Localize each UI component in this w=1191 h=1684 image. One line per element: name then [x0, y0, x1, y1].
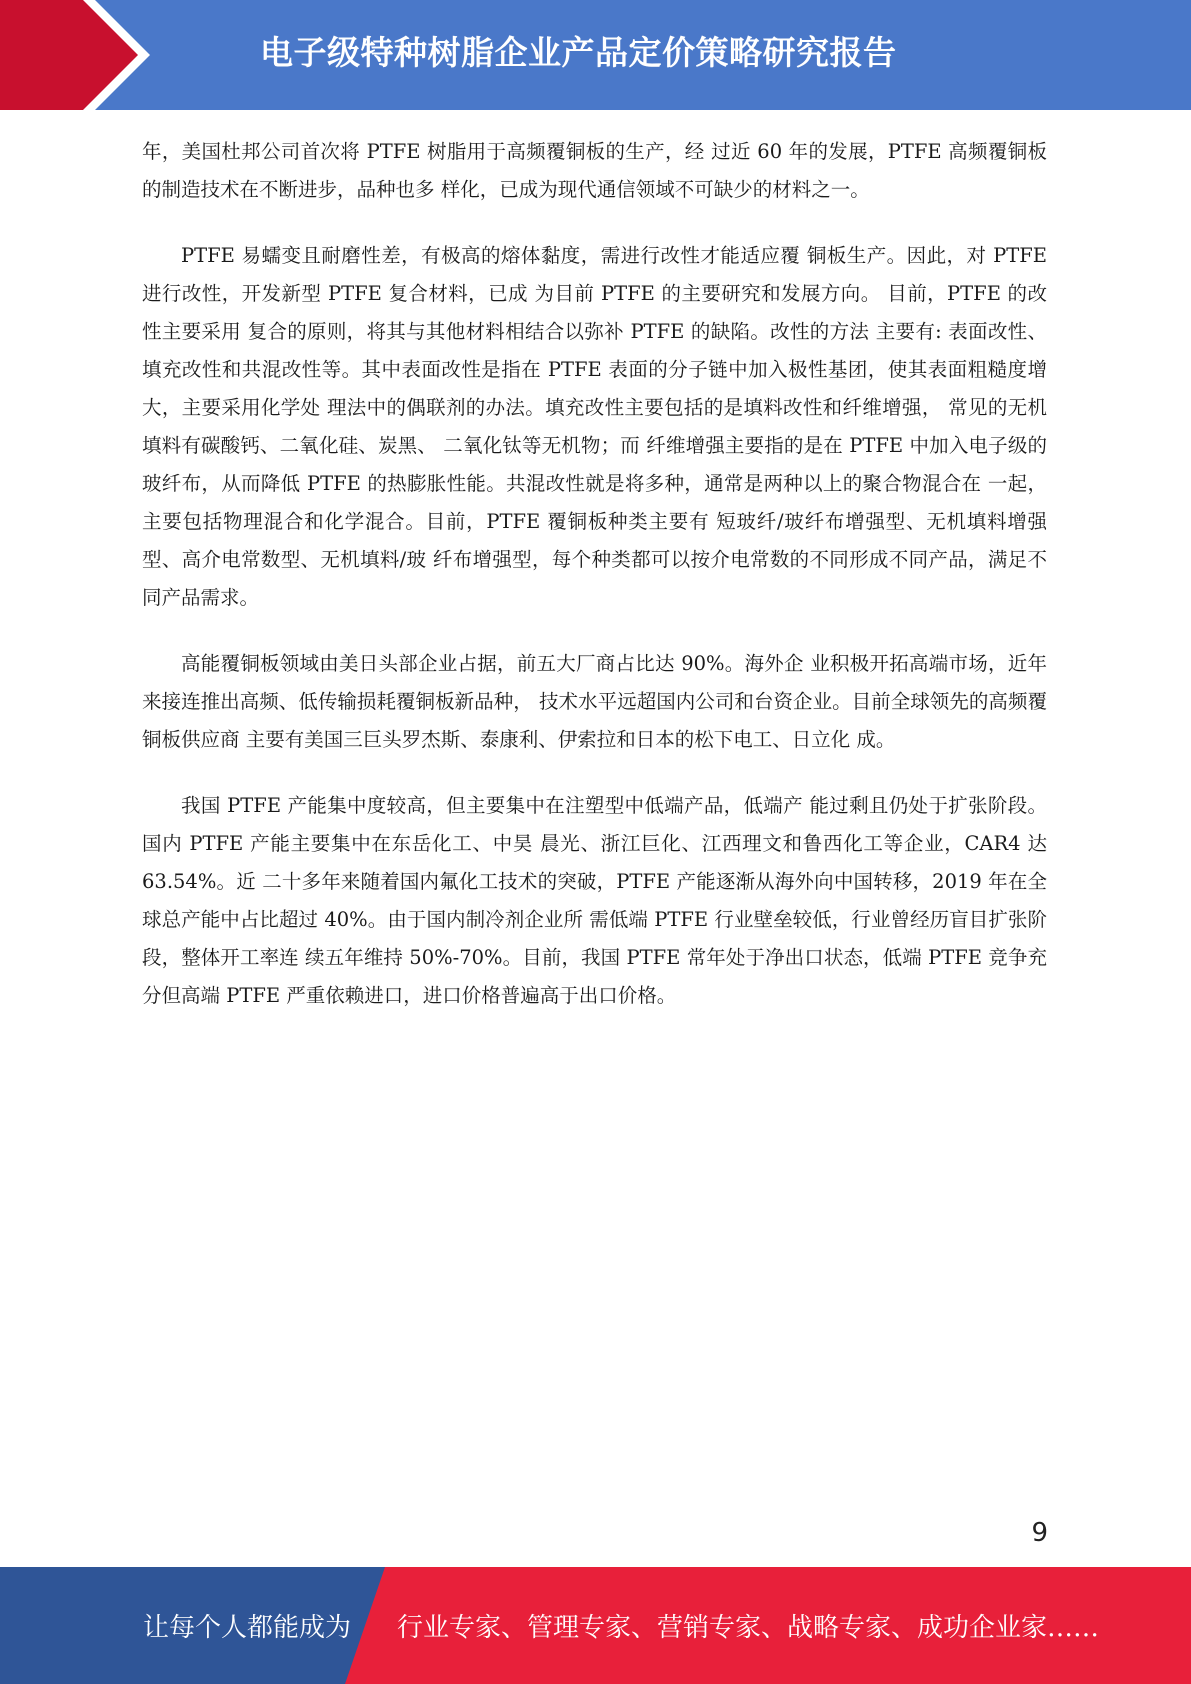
page-footer	[0, 1567, 1191, 1684]
paragraph-1: 年，美国杜邦公司首次将 PTFE 树脂用于高频覆铜板的生产，经 过近 60 年的发展，PTFE 高频覆铜板的制造技术在不断进步，品种也多 样化，已成为现代通信领域不可缺少的材料之一。	[142, 140, 1047, 201]
page-header	[0, 0, 1191, 110]
body-text	[142, 133, 1047, 1043]
report-title: 电子级特种树脂企业产品定价策略研究报告	[260, 33, 897, 72]
page-number: 9	[1031, 1518, 1048, 1548]
footer-slogan-right: 行业专家、管理专家、营销专家、战略专家、成功企业家……	[397, 1613, 1100, 1643]
header-arrow-decoration	[0, 0, 160, 110]
paragraph-4: 我国 PTFE 产能集中度较高，但主要集中在注塑型中低端产品，低端产 能过剩且仍处于扩张阶段。国内 PTFE 产能主要集中在东岳化工、中昊 晨光、浙江巨化、江西理文和鲁西化工等企业，CAR4 达 63.54%。近 二十多年来随着国内氟化工技术的突破，PTFE 产能逐渐从海外向中国转移，2019 年在全球总产能中占比超过 40%。由于国内制冷剂企业所 需低端 PTFE 行业壁垒较低，行业曾经历盲目扩张阶段，整体开工率连 续五年维持 50%-70%。目前，我国 PTFE 常年处于净出口状态，低端 PTFE 竞争充分但高端 PTFE 严重依赖进口，进口价格普遍高于出口价格。	[142, 794, 1047, 1007]
footer-slogan-left: 让每个人都能成为	[143, 1613, 352, 1643]
paragraph-2: PTFE 易蠕变且耐磨性差，有极高的熔体黏度，需进行改性才能适应覆 铜板生产。因此，对 PTFE 进行改性，开发新型 PTFE 复合材料，已成 为目前 PTFE 的主要研究和发展方向。 目前，PTFE 的改性主要采用 复合的原则，将其与其他材料相结合以弥补 PTFE 的缺陷。改性的方法 主要有: 表面改性、填充改性和共混改性等。其中表面改性是指在 PTFE 表面的分子链中加入极性基团，使其表面粗糙度增大，主要采用化学处 理法中的偶联剂的办法。填充改性主要包括的是填料改性和纤维增强， 常见的无机填料有碳酸钙、二氧化硅、炭黑、 二氧化钛等无机物；而 纤维增强主要指的是在 PTFE 中加入电子级的玻纤布，从而降低 PTFE 的热膨胀性能。共混改性就是将多种，通常是两种以上的聚合物混合在 一起，主要包括物理混合和化学混合。目前，PTFE 覆铜板种类主要有 短玻纤/玻纤布增强型、无机填料增强型、高介电常数型、无机填料/玻 纤布增强型，每个种类都可以按介电常数的不同形成不同产品，满足不 同产品需求。	[142, 244, 1047, 609]
paragraph-3: 高能覆铜板领域由美日头部企业占据，前五大厂商占比达 90%。海外企 业积极开拓高端市场，近年来接连推出高频、低传输损耗覆铜板新品种， 技术水平远超国内公司和台资企业。目前全球领先的高频覆铜板供应商 主要有美国三巨头罗杰斯、泰康利、伊索拉和日本的松下电工、日立化 成。	[142, 652, 1047, 751]
